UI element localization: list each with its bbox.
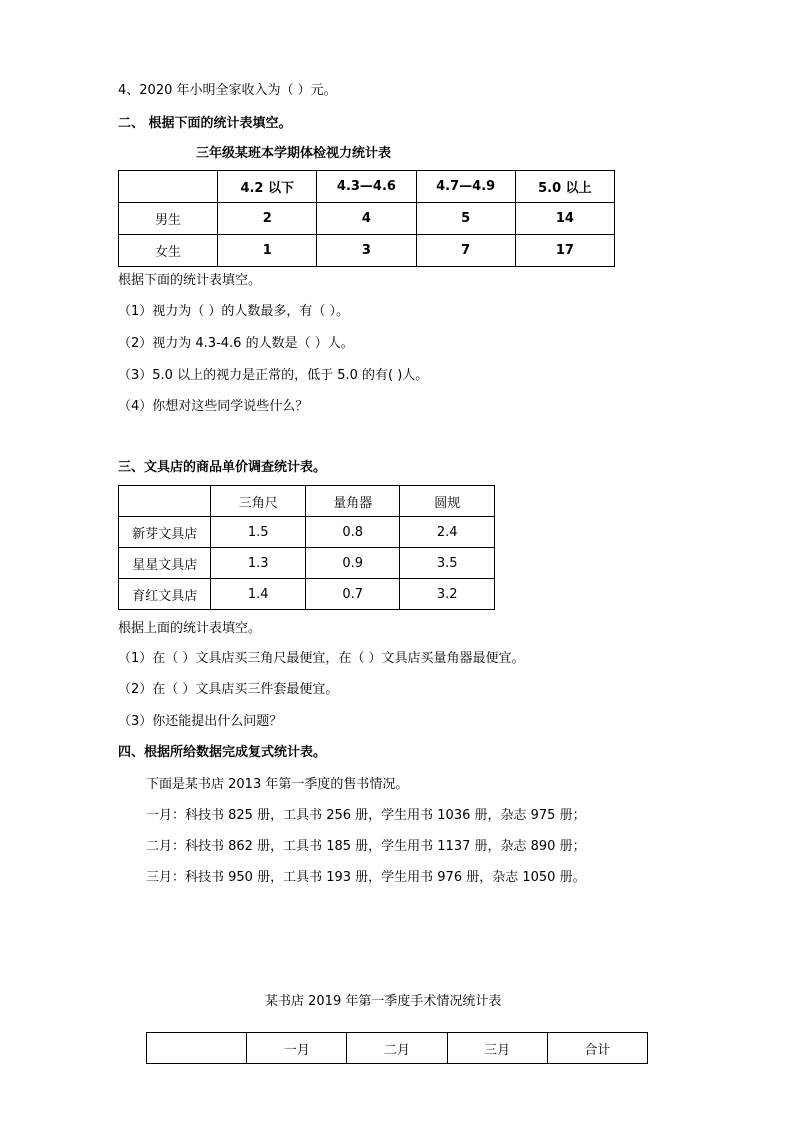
section-4-heading: 四、根据所给数据完成复式统计表。 (118, 745, 327, 760)
section-4-month-3: 三月：科技书 950 册，工具书 193 册，学生用书 976 册，杂志 1050 册。 (146, 870, 586, 885)
table-cell: 5 (416, 203, 515, 235)
table-cell: 0.7 (305, 579, 400, 610)
section-2-instruction: 根据下面的统计表填空。 (118, 273, 262, 288)
section-2-question-2: （2）视力为 4.3-4.6 的人数是（ ）人。 (118, 336, 354, 351)
row-label: 男生 (119, 203, 218, 235)
table-header-cell: 4.7—4.9 (416, 171, 515, 203)
table-header-cell: 三角尺 (211, 486, 306, 517)
table-header-row (147, 1033, 648, 1064)
section-2-question-1: （1）视力为（ ）的人数最多，有（ ）。 (118, 304, 350, 319)
table-cell (147, 1033, 247, 1064)
row-label: 新芽文具店 (119, 517, 211, 548)
bookstore-table-title: 某书店 2019 年第一季度手术情况统计表 (265, 994, 502, 1009)
table-cell: 2.4 (400, 517, 495, 548)
section-3-question-3: （3）你还能提出什么问题？ (118, 714, 283, 729)
question-4-income: 4、2020 年小明全家收入为（ ）元。 (118, 83, 337, 98)
section-3-question-1: （1）在（ ）文具店买三角尺最便宜，在（ ）文具店买量角器最便宜。 (118, 651, 525, 666)
table-cell: 0.8 (305, 517, 400, 548)
stationery-price-table (118, 485, 495, 610)
table-header-cell: 二月 (347, 1033, 447, 1064)
table-cell: 1.5 (211, 517, 306, 548)
table-header-cell: 一月 (247, 1033, 347, 1064)
section-2-question-3: （3）5.0 以上的视力是正常的，低于 5.0 的有( )人。 (118, 368, 429, 383)
table-cell: 3.5 (400, 548, 495, 579)
table-cell: 4 (317, 203, 416, 235)
table-cell: 0.9 (305, 548, 400, 579)
table-cell: 17 (515, 235, 614, 267)
table-header-row (119, 171, 615, 203)
table-header-cell: 合计 (547, 1033, 647, 1064)
table-row (119, 579, 495, 610)
table-header-row (119, 486, 495, 517)
table-header-cell: 4.2 以下 (218, 171, 317, 203)
table-cell: 3 (317, 235, 416, 267)
table-cell (119, 486, 211, 517)
table-header-cell: 圆规 (400, 486, 495, 517)
section-4-month-1: 一月：科技书 825 册，工具书 256 册，学生用书 1036 册，杂志 975 册； (146, 808, 586, 823)
section-3-heading: 三、文具店的商品单价调查统计表。 (118, 460, 327, 475)
vision-table-title: 三年级某班本学期体检视力统计表 (196, 146, 392, 161)
table-header-cell: 量角器 (305, 486, 400, 517)
table-header-cell: 三月 (447, 1033, 547, 1064)
table-cell: 14 (515, 203, 614, 235)
table-cell: 1.4 (211, 579, 306, 610)
table-row (119, 235, 615, 267)
section-4-month-2: 二月：科技书 862 册，工具书 185 册，学生用书 1137 册，杂志 890 册； (146, 839, 586, 854)
section-2-question-4: （4）你想对这些同学说些什么？ (118, 399, 309, 414)
table-cell: 7 (416, 235, 515, 267)
table-row (119, 517, 495, 548)
row-label: 女生 (119, 235, 218, 267)
table-cell: 3.2 (400, 579, 495, 610)
table-cell: 2 (218, 203, 317, 235)
table-row (119, 203, 615, 235)
vision-statistics-table (118, 170, 615, 267)
table-cell (119, 171, 218, 203)
row-label: 星星文具店 (119, 548, 211, 579)
bookstore-sales-table (146, 1032, 648, 1064)
table-header-cell: 4.3—4.6 (317, 171, 416, 203)
table-cell: 1 (218, 235, 317, 267)
section-3-instruction: 根据上面的统计表填空。 (118, 621, 262, 636)
table-row (119, 548, 495, 579)
section-3-question-2: （2）在（ ）文具店买三件套最便宜。 (118, 682, 339, 697)
section-2-heading: 二、 根据下面的统计表填空。 (118, 116, 292, 131)
table-header-cell: 5.0 以上 (515, 171, 614, 203)
table-cell: 1.3 (211, 548, 306, 579)
section-4-intro: 下面是某书店 2013 年第一季度的售书情况。 (146, 777, 409, 792)
row-label: 育红文具店 (119, 579, 211, 610)
